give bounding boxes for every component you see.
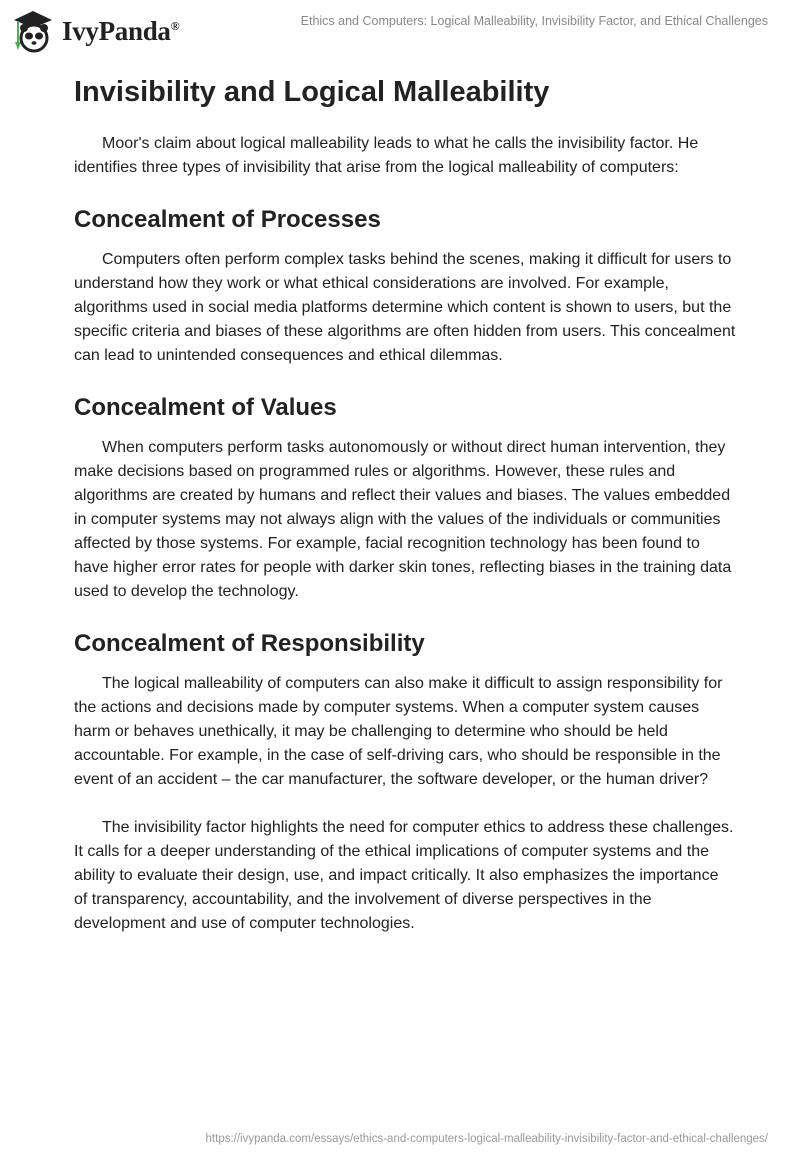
page-header <box>0 0 800 60</box>
section-paragraph: Computers often perform complex tasks behind the scenes, making it difficult for users to understand how they work or what ethical considerations are involved. For example, algorithms used in social media platforms determine which content is shown to users, but the specific criteria and biases of these algorithms are often hidden from users. This concealment can lead to unintended consequences and ethical dilemmas. <box>74 251 736 364</box>
section-paragraph: The invisibility factor highlights the need for computer ethics to address these challenges. It calls for a deeper understanding of the ethical implications of computer systems and the ability to evaluate their design, use, and impact critically. It also emphasizes the importance of transparency, accountability, and the involvement of diverse perspectives in the development and use of computer technologies. <box>74 819 734 932</box>
intro-paragraph: Moor's claim about logical malleability leads to what he calls the invisibility factor. He identifies three types of invisibility that arise from the logical malleability of computers: <box>74 135 699 176</box>
panda-graduate-icon <box>10 8 56 54</box>
section-paragraph: The logical malleability of computers can also make it difficult to assign responsibility for the actions and decisions made by computer systems. When a computer system causes harm or behaves unethically, it may be challenging to determine who should be held accountable. For example, in the case of self-driving cars, who should be responsible in the event of an accident – the car manufacturer, the software developer, or the human driver? <box>74 675 723 788</box>
registered-mark: ® <box>170 18 180 33</box>
section-heading: Concealment of Responsibility <box>74 630 425 657</box>
section-heading: Concealment of Processes <box>74 206 381 233</box>
ivypanda-logo[interactable] <box>10 8 179 54</box>
logo-text: IvyPanda <box>62 15 171 46</box>
article <box>74 72 736 960</box>
document-title: Ethics and Computers: Logical Malleability, Invisibility Factor, and Ethical Challenges <box>300 14 768 28</box>
article-title: Invisibility and Logical Malleability <box>74 76 550 108</box>
section-paragraph: When computers perform tasks autonomously or without direct human intervention, they make decisions based on programmed rules or algorithms. However, these rules and algorithms are created by humans and reflect their values and biases. The values embedded in computer systems may not always align with the values of the individuals or communities affected by those systems. For example, facial recognition technology has been found to have higher error rates for people with darker skin tones, reflecting biases in the training data used to develop the technology. <box>74 439 732 600</box>
section-heading: Concealment of Values <box>74 394 337 421</box>
source-url[interactable]: https://ivypanda.com/essays/ethics-and-computers-logical-malleability-invisibility-factor-and-ethical-challenges/ <box>205 1133 768 1145</box>
